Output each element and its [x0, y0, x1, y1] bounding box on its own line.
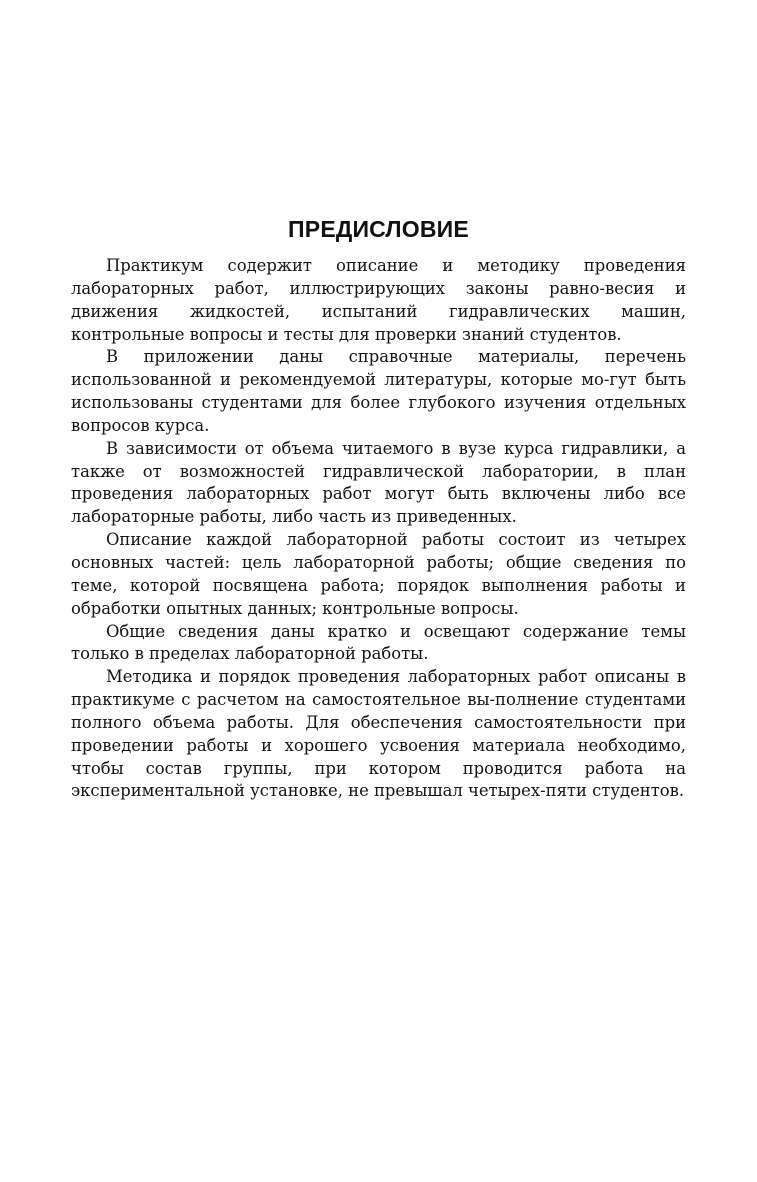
paragraph-4: Описание каждой лабораторной работы состоит из четырех основных частей: цель лабораторной работы; общие сведения по теме, которой посвящена работа; порядок выполнения работы и обработки опытных данных; контрольные вопросы. [71, 530, 686, 618]
paragraph-1: Практикум содержит описание и методику проведения лабораторных работ, иллюстрирующих законы равно-весия и движения жидкостей, испытаний гидравлических машин, контрольные вопросы и тесты для проверки знаний студентов. [71, 256, 686, 344]
body-text [71, 255, 686, 803]
paragraph-3: В зависимости от объема читаемого в вузе курса гидравлики, а также от возможностей гидравлической лаборатории, в план проведения лабораторных работ могут быть включены либо все лабораторные работы, либо часть из приведенных. [71, 438, 686, 527]
paragraph-5: Общие сведения даны кратко и освещают содержание темы только в пределах лабораторной работы. [71, 621, 686, 664]
paragraph-6: Методика и порядок проведения лабораторных работ описаны в практикуме с расчетом на самостоятельное вы-полнение студентами полного объема работы. Для обеспечения самостоятельности при проведении работы и хорошего усвоения материала необходимо, чтобы состав группы, при котором проводится работа на экспериментальной установке, не превышал четырех-пяти студентов. [71, 667, 686, 801]
paragraph-2: В приложении даны справочные материалы, перечень использованной и рекомендуемой литературы, которые мо-гут быть использованы студентами для более глубокого изучения отдельных вопросов курса. [71, 347, 686, 435]
page-title: ПРЕДИСЛОВИЕ [288, 216, 469, 242]
